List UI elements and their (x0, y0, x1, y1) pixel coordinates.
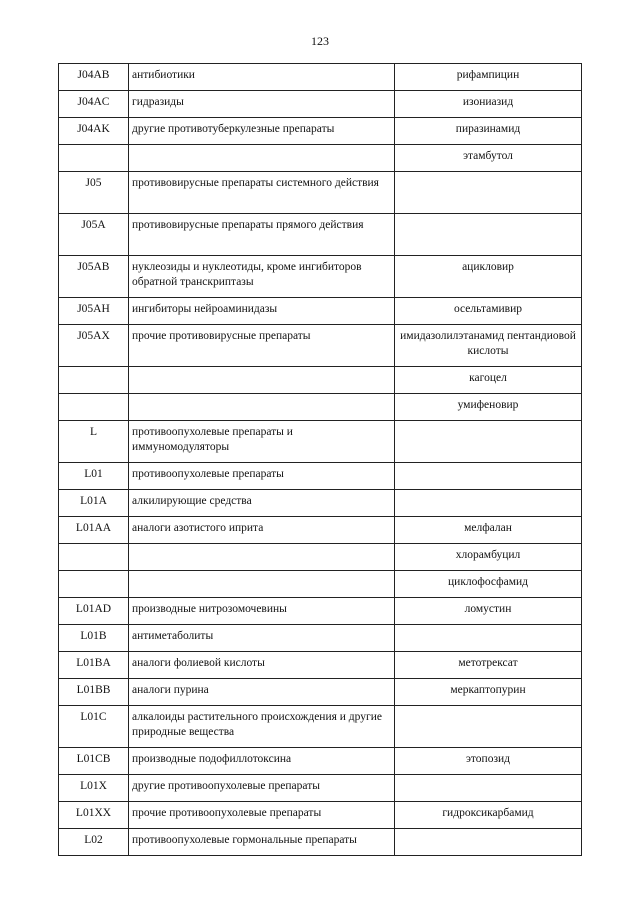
atc-code-cell: L01AD (59, 598, 129, 625)
table-row (59, 544, 582, 571)
atc-code-cell: L02 (59, 829, 129, 856)
table-row (59, 421, 582, 463)
atc-code-cell: L01BB (59, 679, 129, 706)
table-row (59, 214, 582, 256)
group-name-cell: антиметаболиты (129, 625, 395, 652)
table-row (59, 571, 582, 598)
group-name-cell: ингибиторы нейроаминидазы (129, 298, 395, 325)
group-name-cell: алкалоиды растительного происхождения и другие природные вещества (129, 706, 395, 748)
table-row (59, 517, 582, 544)
drug-name-cell: ломустин (395, 598, 582, 625)
table-row (59, 802, 582, 829)
group-name-cell: прочие противоопухолевые препараты (129, 802, 395, 829)
drug-name-cell (395, 421, 582, 463)
drug-name-cell (395, 463, 582, 490)
drug-name-cell (395, 706, 582, 748)
atc-code-cell (59, 394, 129, 421)
table-row (59, 829, 582, 856)
drug-classification-table (58, 63, 582, 856)
drug-name-cell: хлорамбуцил (395, 544, 582, 571)
atc-code-cell: L01 (59, 463, 129, 490)
atc-code-cell: J05A (59, 214, 129, 256)
table-row (59, 64, 582, 91)
drug-name-cell: метотрексат (395, 652, 582, 679)
atc-code-cell: L01C (59, 706, 129, 748)
table-row (59, 298, 582, 325)
atc-code-cell: L (59, 421, 129, 463)
atc-code-cell: J05 (59, 172, 129, 214)
drug-name-cell: умифеновир (395, 394, 582, 421)
drug-name-cell (395, 214, 582, 256)
table-row (59, 145, 582, 172)
table-row (59, 706, 582, 748)
table-row (59, 367, 582, 394)
table-row (59, 490, 582, 517)
table-row (59, 172, 582, 214)
table-row (59, 775, 582, 802)
drug-name-cell (395, 490, 582, 517)
group-name-cell: противовирусные препараты системного действия (129, 172, 395, 214)
atc-code-cell: J04AC (59, 91, 129, 118)
group-name-cell (129, 571, 395, 598)
table-row (59, 748, 582, 775)
atc-code-cell: L01X (59, 775, 129, 802)
group-name-cell: другие противотуберкулезные препараты (129, 118, 395, 145)
atc-code-cell: J05AX (59, 325, 129, 367)
drug-name-cell: ацикловир (395, 256, 582, 298)
table-row (59, 598, 582, 625)
group-name-cell: аналоги пурина (129, 679, 395, 706)
atc-code-cell: L01BA (59, 652, 129, 679)
group-name-cell: производные подофиллотоксина (129, 748, 395, 775)
group-name-cell: гидразиды (129, 91, 395, 118)
atc-code-cell (59, 544, 129, 571)
group-name-cell (129, 367, 395, 394)
atc-code-cell (59, 367, 129, 394)
drug-name-cell: пиразинамид (395, 118, 582, 145)
group-name-cell: противоопухолевые препараты и иммуномодуляторы (129, 421, 395, 463)
drug-name-cell: имидазолилэтанамид пентандиовой кислоты (395, 325, 582, 367)
drug-name-cell (395, 172, 582, 214)
group-name-cell (129, 544, 395, 571)
drug-name-cell: рифампицин (395, 64, 582, 91)
group-name-cell: прочие противовирусные препараты (129, 325, 395, 367)
atc-code-cell: J05AH (59, 298, 129, 325)
table-row (59, 256, 582, 298)
group-name-cell: другие противоопухолевые препараты (129, 775, 395, 802)
atc-code-cell (59, 571, 129, 598)
atc-code-cell: J04AK (59, 118, 129, 145)
drug-name-cell: мелфалан (395, 517, 582, 544)
atc-code-cell: L01A (59, 490, 129, 517)
group-name-cell: алкилирующие средства (129, 490, 395, 517)
drug-name-cell: меркаптопурин (395, 679, 582, 706)
group-name-cell: аналоги азотистого иприта (129, 517, 395, 544)
drug-name-cell: осельтамивир (395, 298, 582, 325)
table-row (59, 91, 582, 118)
table-row (59, 652, 582, 679)
drug-name-cell: циклофосфамид (395, 571, 582, 598)
atc-code-cell: L01XX (59, 802, 129, 829)
drug-name-cell: гидроксикарбамид (395, 802, 582, 829)
table-row (59, 118, 582, 145)
atc-code-cell: J04AB (59, 64, 129, 91)
atc-code-cell: L01CB (59, 748, 129, 775)
atc-code-cell: L01AA (59, 517, 129, 544)
atc-code-cell (59, 145, 129, 172)
group-name-cell (129, 394, 395, 421)
table-row (59, 325, 582, 367)
group-name-cell: противовирусные препараты прямого действия (129, 214, 395, 256)
atc-code-cell: L01B (59, 625, 129, 652)
group-name-cell: нуклеозиды и нуклеотиды, кроме ингибиторов обратной транскриптазы (129, 256, 395, 298)
group-name-cell: антибиотики (129, 64, 395, 91)
drug-name-cell: кагоцел (395, 367, 582, 394)
group-name-cell (129, 145, 395, 172)
drug-name-cell (395, 829, 582, 856)
drug-name-cell (395, 625, 582, 652)
group-name-cell: противоопухолевые гормональные препараты (129, 829, 395, 856)
drug-name-cell: изониазид (395, 91, 582, 118)
table-row (59, 625, 582, 652)
page-number: 123 (311, 34, 329, 48)
group-name-cell: производные нитрозомочевины (129, 598, 395, 625)
drug-name-cell (395, 775, 582, 802)
table-row (59, 463, 582, 490)
atc-code-cell: J05AB (59, 256, 129, 298)
drug-name-cell: этамбутол (395, 145, 582, 172)
table-row (59, 394, 582, 421)
table-row (59, 679, 582, 706)
drug-name-cell: этопозид (395, 748, 582, 775)
group-name-cell: противоопухолевые препараты (129, 463, 395, 490)
group-name-cell: аналоги фолиевой кислоты (129, 652, 395, 679)
